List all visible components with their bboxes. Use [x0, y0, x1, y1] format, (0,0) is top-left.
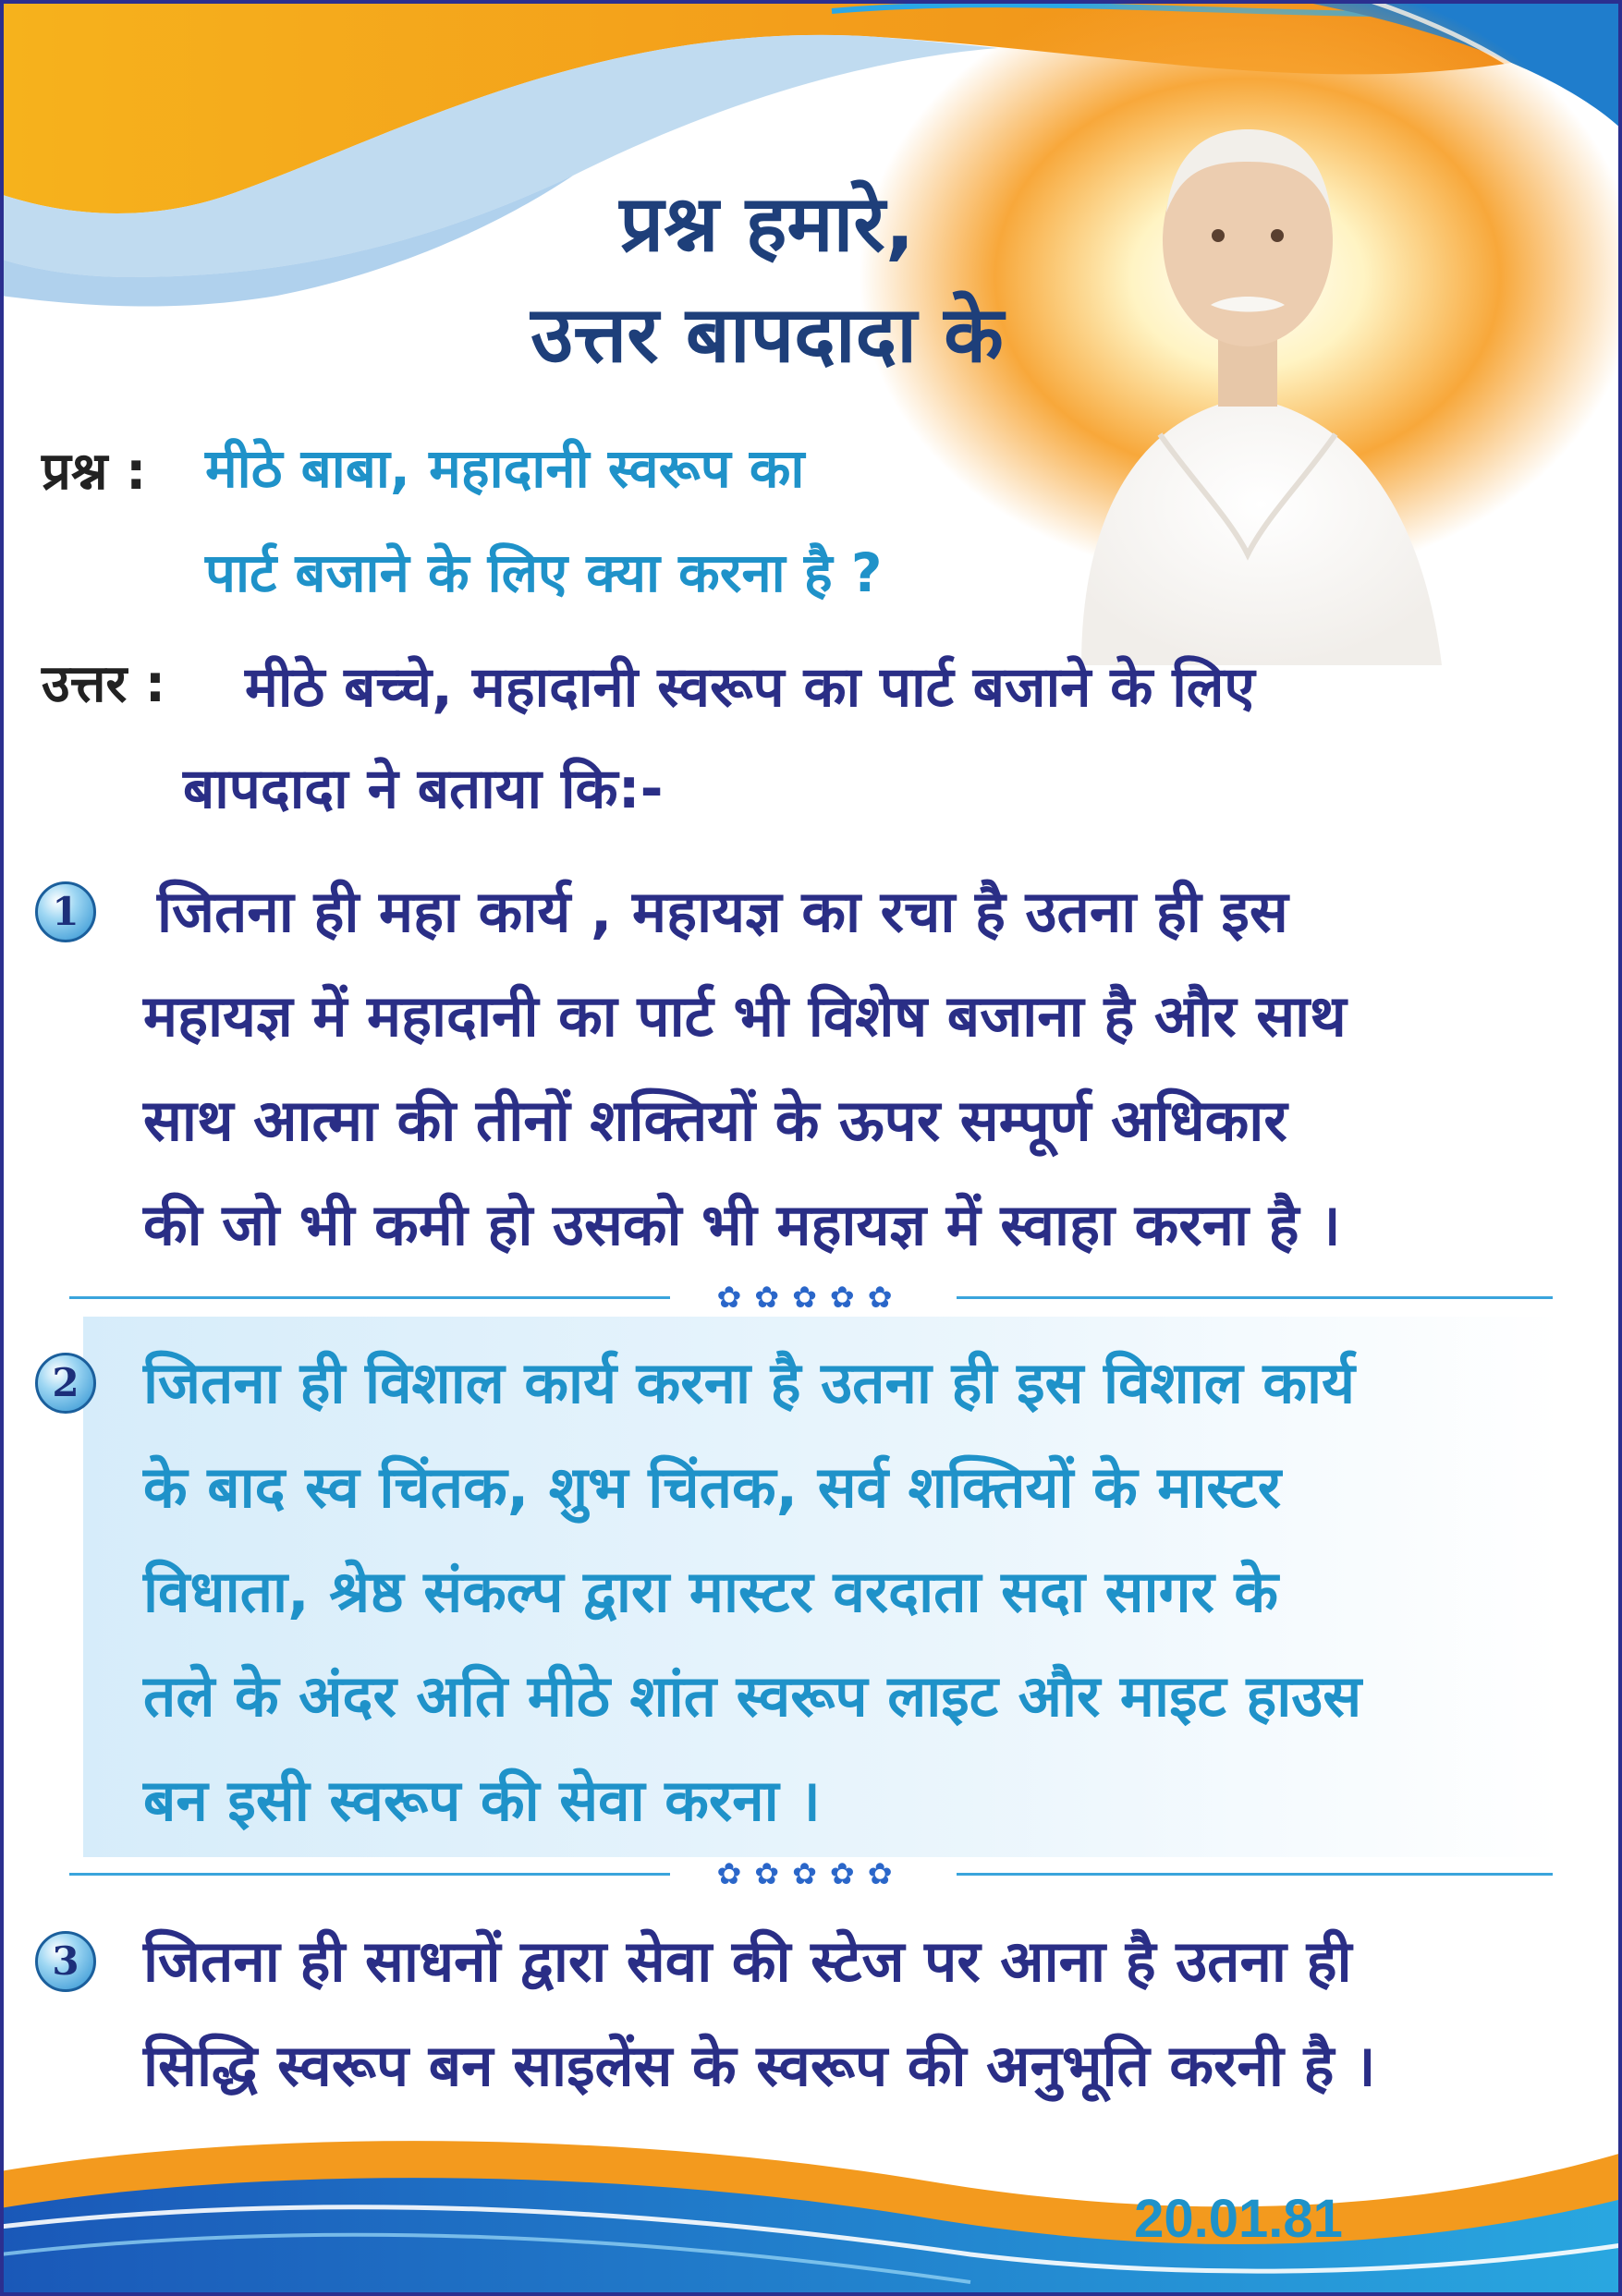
- date-label: 20.01.81: [1134, 2189, 1343, 2249]
- page-title-line-2: उत्तर बापदादा के: [531, 289, 1004, 380]
- answer-line-1: मीठे बच्चे, महादानी स्वरूप का पार्ट बजाने के लिए: [245, 655, 1255, 720]
- page-title-line-1: प्रश्न हमारे,: [619, 178, 915, 269]
- point-2-line-3: विधाता, श्रेष्ठ संकल्प द्वारा मास्टर वरदाता सदा सागर के: [143, 1558, 1279, 1625]
- point-2-line-2: के बाद स्व चिंतक, शुभ चिंतक, सर्व शक्तियों के मास्टर: [143, 1453, 1282, 1521]
- section-divider: [69, 1855, 1553, 1892]
- flower-icon: ✿✿✿✿✿: [716, 1856, 906, 1891]
- point-number-badge-1: 1: [35, 881, 96, 942]
- point-1-line-4: की जो भी कमी हो उसको भी महायज्ञ में स्वाहा करना है ।: [143, 1191, 1341, 1258]
- question-line-1: मीठे बाबा, महादानी स्वरूप का: [205, 437, 805, 500]
- question-label: प्रश्न :: [42, 442, 147, 502]
- section-divider: [69, 1279, 1553, 1316]
- point-2-line-5: बन इसी स्वरूप की सेवा करना ।: [143, 1767, 821, 1834]
- point-1-line-2: महायज्ञ में महादानी का पार्ट भी विशेष बजाना है और साथ: [143, 982, 1347, 1050]
- point-number-badge-2: 2: [35, 1353, 96, 1414]
- question-line-2: पार्ट बजाने के लिए क्या करना है ?: [205, 541, 883, 604]
- point-1-line-1: जितना ही महा कार्य , महायज्ञ का रचा है उतना ही इस: [157, 878, 1288, 945]
- point-3-line-2: सिद्धि स्वरूप बन साइलेंस के स्वरूप की अनुभूति करनी है ।: [143, 2032, 1376, 2099]
- point-2-line-1: जितना ही विशाल कार्य करना है उतना ही इस विशाल कार्य: [143, 1349, 1356, 1416]
- flower-icon: ✿✿✿✿✿: [716, 1280, 906, 1315]
- point-number-badge-3: 3: [35, 1931, 96, 1992]
- point-3-line-1: जितना ही साधनों द्वारा सेवा की स्टेज पर आना है उतना ही: [143, 1927, 1352, 1995]
- answer-line-2: बापदादा ने बताया कि:-: [183, 757, 664, 821]
- answer-label: उत्तर :: [42, 654, 166, 714]
- point-2-line-4: तले के अंदर अति मीठे शांत स्वरूप लाइट और माइट हाउस: [143, 1662, 1362, 1730]
- point-1-line-3: साथ आत्मा की तीनों शक्तियों के ऊपर सम्पूर्ण अधिकार: [143, 1087, 1287, 1154]
